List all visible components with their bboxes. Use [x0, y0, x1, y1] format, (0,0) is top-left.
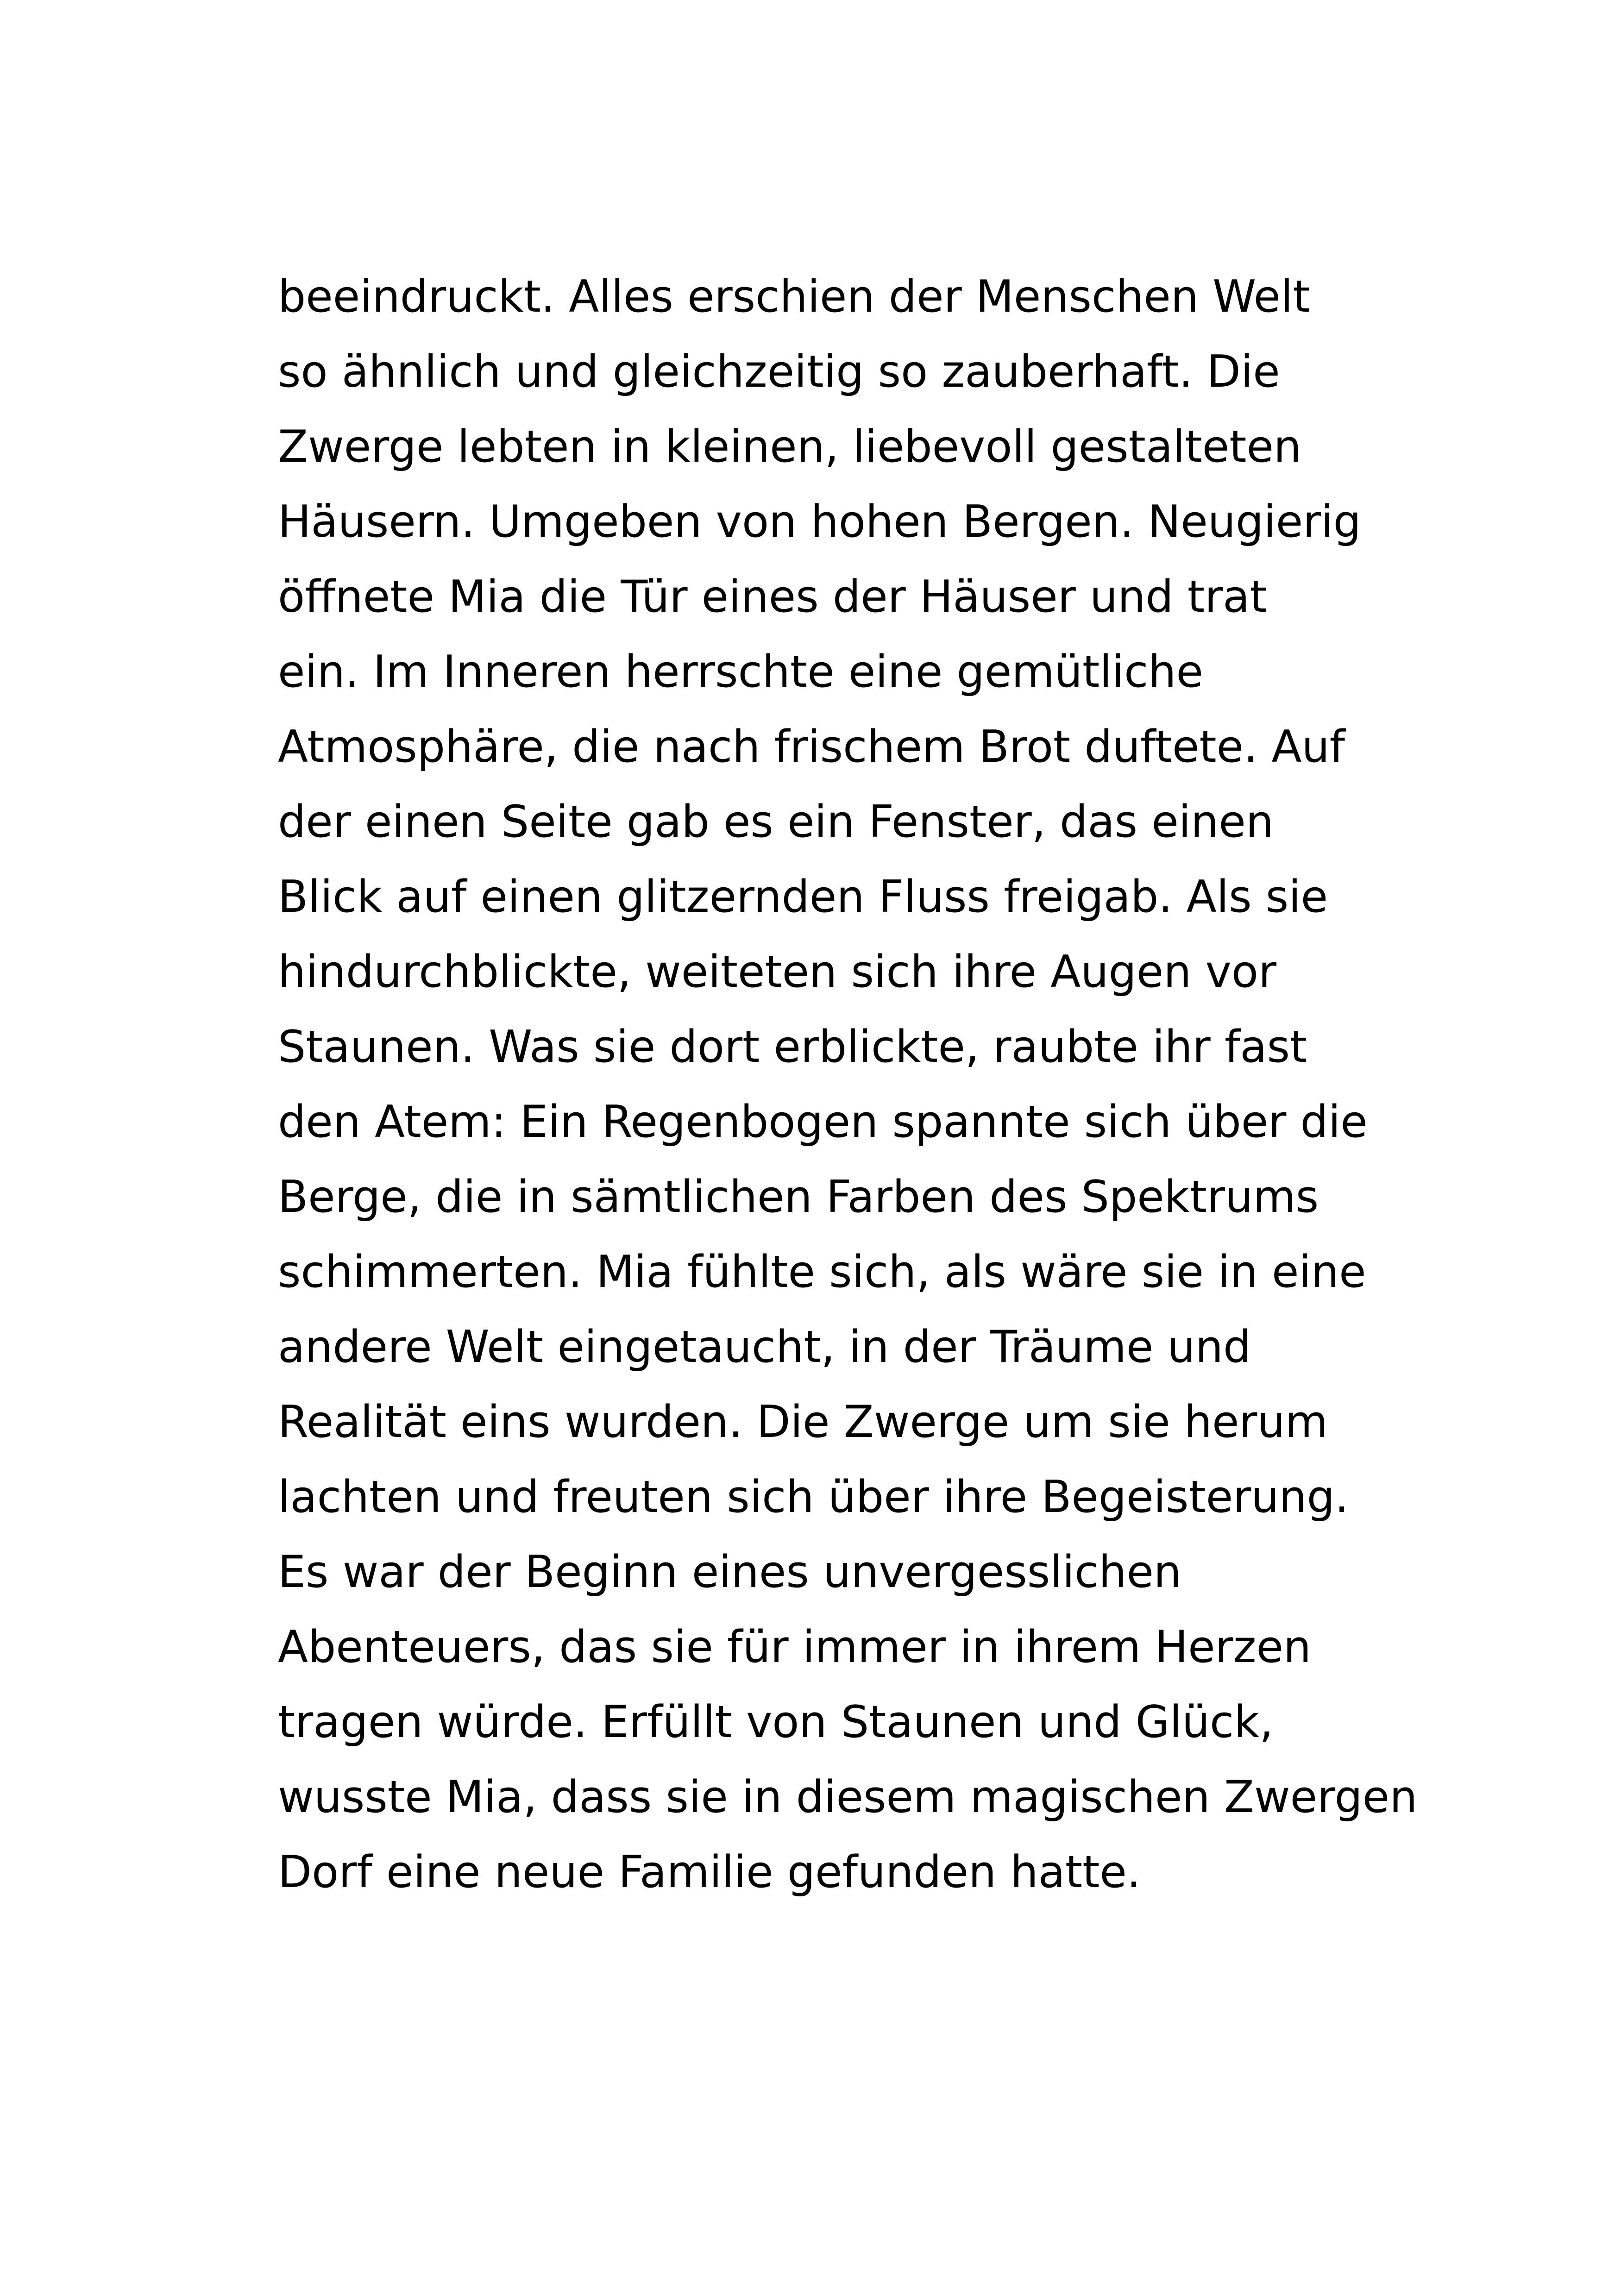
text-line-3: Zwerge lebten in kleinen, liebevoll gestalteten — [278, 421, 1302, 472]
text-line-18: Es war der Beginn eines unvergesslichen — [278, 1547, 1182, 1598]
text-line-20: tragen würde. Erfüllt von Staunen und Glück, — [278, 1697, 1274, 1748]
text-line-11: Staunen. Was sie dort erblickte, raubte ihr fast — [278, 1022, 1307, 1073]
text-line-2: so ähnlich und gleichzeitig so zauberhaft. Die — [278, 346, 1280, 397]
text-line-22: Dorf eine neue Familie gefunden hatte. — [278, 1847, 1141, 1898]
text-line-9: Blick auf einen glitzernden Fluss freigab. Als sie — [278, 872, 1328, 922]
story-paragraph — [278, 259, 1418, 1910]
text-line-6: ein. Im Inneren herrschte eine gemütliche — [278, 646, 1203, 697]
text-line-8: der einen Seite gab es ein Fenster, das einen — [278, 797, 1274, 847]
text-line-4: Häusern. Umgeben von hohen Bergen. Neugierig — [278, 496, 1361, 547]
text-line-12: den Atem: Ein Regenbogen spannte sich über die — [278, 1097, 1368, 1148]
text-line-19: Abenteuers, das sie für immer in ihrem Herzen — [278, 1622, 1312, 1673]
text-line-14: schimmerten. Mia fühlte sich, als wäre sie in eine — [278, 1247, 1366, 1298]
text-line-21: wusste Mia, dass sie in diesem magischen Zwergen — [278, 1772, 1418, 1823]
text-line-13: Berge, die in sämtlichen Farben des Spektrums — [278, 1172, 1319, 1223]
text-line-17: lachten und freuten sich über ihre Begeisterung. — [278, 1472, 1349, 1523]
text-line-16: Realität eins wurden. Die Zwerge um sie herum — [278, 1397, 1328, 1448]
text-line-10: hindurchblickte, weiteten sich ihre Augen vor — [278, 947, 1277, 997]
text-line-7: Atmosphäre, die nach frischem Brot duftete. Auf — [278, 721, 1345, 772]
text-line-1: beeindruckt. Alles erschien der Menschen Welt — [278, 271, 1310, 322]
text-line-5: öffnete Mia die Tür eines der Häuser und trat — [278, 571, 1267, 622]
text-line-15: andere Welt eingetaucht, in der Träume und — [278, 1322, 1251, 1373]
